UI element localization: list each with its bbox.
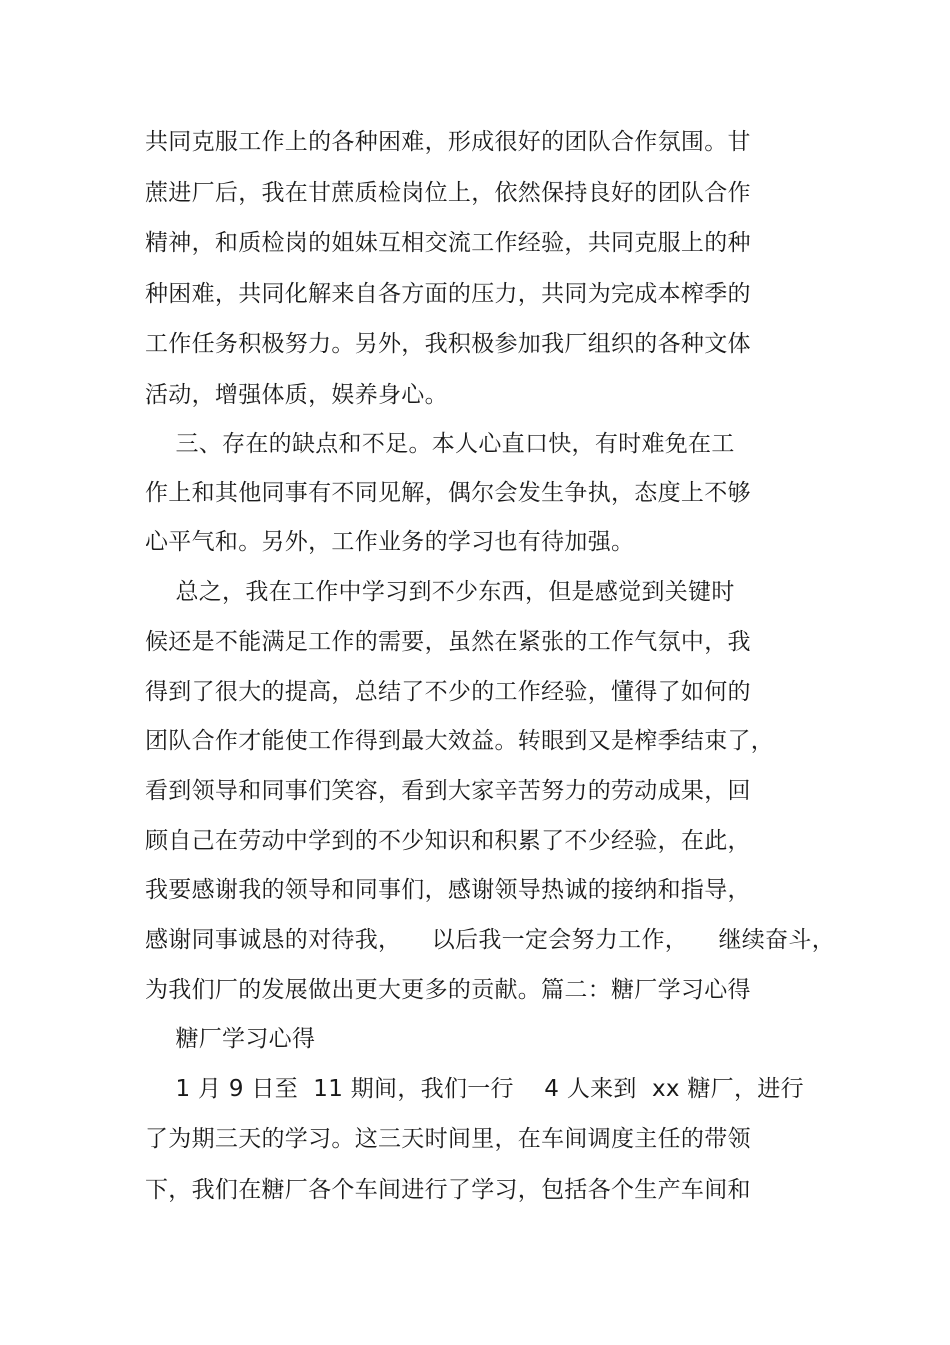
text-line: 种困难，共同化解来自各方面的压力，共同为完成本榨季的 [145, 281, 751, 307]
text-line: 顾自己在劳动中学到的不少知识和积累了不少经验，在此， [145, 828, 751, 854]
text-line: 我要感谢我的领导和同事们，感谢领导热诚的接纳和指导， [145, 877, 751, 903]
text-line: 1 月 9 日至 11 期间，我们一行 4 人来到 xx 糖厂，进行 [145, 1076, 804, 1102]
text-line: 活动，增强体质，娱养身心。 [145, 382, 448, 408]
text-line: 精神，和质检岗的姐妹互相交流工作经验，共同克服上的种 [145, 230, 751, 256]
text-line: 蔗进厂后，我在甘蔗质检岗位上，依然保持良好的团队合作 [145, 180, 751, 206]
text-line: 心平气和。另外，工作业务的学习也有待加强。 [145, 529, 635, 555]
text-line: 得到了很大的提高，总结了不少的工作经验，懂得了如何的 [145, 679, 751, 705]
text-line: 下，我们在糖厂各个车间进行了学习，包括各个生产车间和 [145, 1177, 751, 1203]
text-line: 了为期三天的学习。这三天时间里，在车间调度主任的带领 [145, 1126, 751, 1152]
text-line: 候还是不能满足工作的需要，虽然在紧张的工作气氛中，我 [145, 629, 751, 655]
text-line: 为我们厂的发展做出更大更多的贡献。篇二：糖厂学习心得 [145, 977, 751, 1003]
text-line: 感谢同事诚恳的对待我， 以后我一定会努力工作， 继续奋斗， [145, 927, 835, 953]
text-line: 总之，我在工作中学习到不少东西，但是感觉到关键时 [145, 579, 735, 605]
text-line: 看到领导和同事们笑容，看到大家辛苦努力的劳动成果，回 [145, 778, 751, 804]
text-line: 三、存在的缺点和不足。本人心直口快，有时难免在工 [145, 431, 735, 457]
text-line: 作上和其他同事有不同见解，偶尔会发生争执，态度上不够 [145, 480, 751, 506]
text-line: 工作任务积极努力。另外，我积极参加我厂组织的各种文体 [145, 331, 751, 357]
section-heading: 糖厂学习心得 [145, 1026, 316, 1052]
text-line: 共同克服工作上的各种困难，形成很好的团队合作氛围。甘 [145, 129, 751, 155]
text-line: 团队合作才能使工作得到最大效益。转眼到又是榨季结束了， [145, 728, 775, 754]
